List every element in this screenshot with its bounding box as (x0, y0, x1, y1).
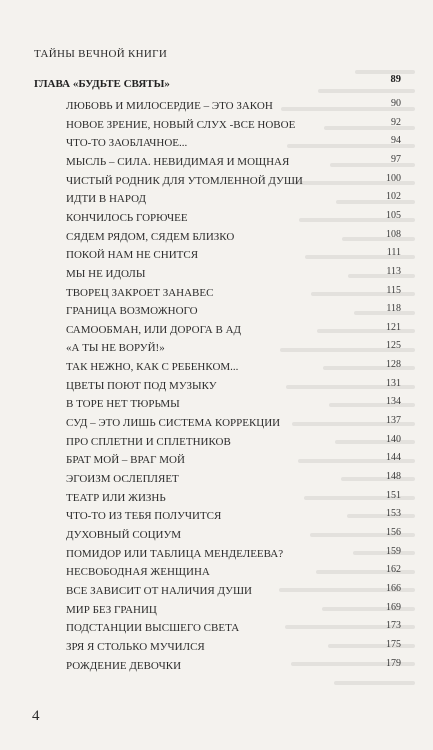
toc-entry (0, 473, 433, 491)
entry-title: ЧТО-ТО ЗАОБЛАЧНОЕ... (66, 137, 188, 150)
entry-page-number: 179 (386, 657, 401, 669)
entry-page-number: 128 (386, 359, 401, 371)
chapter-page-number: 89 (390, 74, 401, 85)
entry-title: ТЕАТР ИЛИ ЖИЗНЬ (66, 491, 166, 504)
toc-entry (0, 209, 433, 230)
entry-title: КОНЧИЛОСЬ ГОРЮЧЕЕ (66, 211, 188, 224)
ghost-line (334, 681, 415, 685)
entry-page-number: 118 (386, 303, 401, 315)
entry-page-number: 102 (386, 191, 401, 203)
entry-title: САМООБМАН, ИЛИ ДОРОГА В АД (66, 323, 242, 336)
toc-entry (0, 153, 433, 174)
entry-title: МИР БЕЗ ГРАНИЦ (66, 603, 157, 616)
toc-entry (0, 398, 433, 416)
entry-page-number: 113 (386, 265, 401, 277)
entry-title: БРАТ МОЙ – ВРАГ МОЙ (66, 454, 185, 467)
entry-page-number: 94 (391, 135, 401, 147)
toc-entry (0, 361, 433, 379)
toc-entry (0, 622, 433, 640)
entry-title: В ТОРЕ НЕТ ТЮРЬМЫ (66, 398, 180, 411)
entry-page-number: 92 (391, 116, 401, 128)
chapter-title: ГЛАВА «БУДЬТЕ СВЯТЫ» (34, 78, 170, 90)
entry-page-number: 108 (386, 228, 401, 240)
toc-entry (0, 433, 433, 454)
entry-title: МЫ НЕ ИДОЛЫ (66, 267, 146, 280)
entry-title: «А ТЫ НЕ ВОРУЙ!» (66, 342, 165, 355)
entry-title: НОВОЕ ЗРЕНИЕ, НОВЫЙ СЛУХ -ВСЕ НОВОЕ (66, 118, 296, 131)
entry-title: СЯДЕМ РЯДОМ, СЯДЕМ БЛИЗКО (66, 230, 235, 243)
toc-entry (0, 342, 433, 360)
entry-title: ТВОРЕЦ ЗАКРОЕТ ЗАНАВЕС (66, 286, 214, 299)
entry-page-number: 134 (386, 396, 401, 408)
entry-title: ИДТИ В НАРОД (66, 193, 146, 206)
entry-title: НЕСВОБОДНАЯ ЖЕНЩИНА (66, 566, 210, 579)
entry-page-number: 105 (386, 209, 401, 221)
running-head: ТАЙНЫ ВЕЧНОЙ КНИГИ (34, 48, 168, 60)
entry-title: ПОДСТАНЦИИ ВЫСШЕГО СВЕТА (66, 622, 240, 635)
toc-entry (0, 417, 433, 435)
entry-title: ЦВЕТЫ ПОЮТ ПОД МУЗЫКУ (66, 379, 217, 392)
toc-entry (0, 116, 433, 137)
entry-page-number: 131 (386, 377, 401, 389)
entry-page-number: 173 (386, 620, 401, 632)
toc-entry (0, 638, 433, 659)
toc-entry (0, 100, 433, 118)
toc-entry (0, 172, 433, 193)
toc-entry (0, 305, 433, 323)
entry-title: СУД – ЭТО ЛИШЬ СИСТЕМА КОРРЕКЦИИ (66, 417, 281, 429)
ghost-line (355, 70, 415, 74)
entry-page-number: 140 (386, 433, 401, 445)
entry-title: ГРАНИЦА ВОЗМОЖНОГО (66, 305, 198, 318)
entry-page-number: 121 (386, 321, 401, 333)
entry-title: ЗРЯ Я СТОЛЬКО МУЧИЛСЯ (66, 640, 205, 653)
entry-page-number: 115 (386, 284, 401, 296)
entry-title: ПОКОЙ НАМ НЕ СНИТСЯ (66, 249, 199, 262)
entry-title: ВСЕ ЗАВИСИТ ОТ НАЛИЧИЯ ДУШИ (66, 584, 252, 597)
entry-title: ДУХОВНЫЙ СОЦИУМ (66, 528, 182, 541)
toc-entry (0, 228, 433, 249)
entry-page-number: 151 (386, 489, 401, 501)
entry-page-number: 175 (386, 638, 401, 650)
toc-entry (0, 545, 433, 566)
entry-page-number: 156 (386, 526, 401, 538)
entry-page-number: 137 (386, 415, 401, 426)
entry-page-number: 162 (386, 564, 401, 576)
toc-chapter (0, 74, 433, 96)
entry-page-number: 166 (386, 582, 401, 594)
toc-entry (0, 566, 433, 584)
entry-title: ПОМИДОР ИЛИ ТАБЛИЦА МЕНДЕЛЕЕВА? (66, 547, 284, 560)
toc-entry (0, 284, 433, 305)
entry-title: РОЖДЕНИЕ ДЕВОЧКИ (66, 659, 182, 672)
entry-page-number: 90 (391, 98, 401, 109)
entry-page-number: 153 (386, 508, 401, 520)
toc-entry (0, 377, 433, 398)
entry-page-number: 169 (386, 601, 401, 613)
entry-title: ПРО СПЛЕТНИ И СПЛЕТНИКОВ (66, 435, 231, 448)
entry-title: ТАК НЕЖНО, КАК С РЕБЕНКОМ... (66, 361, 239, 374)
toc-entry (0, 137, 433, 155)
toc-entry (0, 489, 433, 510)
entry-page-number: 97 (391, 153, 401, 165)
entry-title: ЭГОИЗМ ОСЛЕПЛЯЕТ (66, 473, 179, 485)
toc-entry (0, 321, 433, 342)
toc-entry (0, 510, 433, 528)
entry-page-number: 125 (386, 340, 401, 352)
toc-entry (0, 657, 433, 678)
toc-entry (0, 193, 433, 211)
toc-entry (0, 454, 433, 472)
entry-page-number: 100 (386, 172, 401, 184)
entry-title: ЧТО-ТО ИЗ ТЕБЯ ПОЛУЧИТСЯ (66, 510, 222, 523)
page-number: 4 (32, 708, 40, 724)
toc-entry (0, 265, 433, 286)
toc-entry (0, 601, 433, 622)
entry-title: ЧИСТЫЙ РОДНИК ДЛЯ УТОМЛЕННОЙ ДУШИ (66, 174, 303, 187)
entry-title: ЛЮБОВЬ И МИЛОСЕРДИЕ – ЭТО ЗАКОН (66, 100, 273, 112)
entry-title: МЫСЛЬ – СИЛА. НЕВИДИМАЯ И МОЩНАЯ (66, 155, 290, 168)
toc-entry (0, 249, 433, 267)
entry-page-number: 111 (386, 247, 401, 259)
entry-page-number: 159 (386, 545, 401, 557)
toc-entry (0, 582, 433, 603)
entry-page-number: 148 (386, 471, 401, 482)
entry-page-number: 144 (386, 452, 401, 464)
toc-entry (0, 526, 433, 547)
